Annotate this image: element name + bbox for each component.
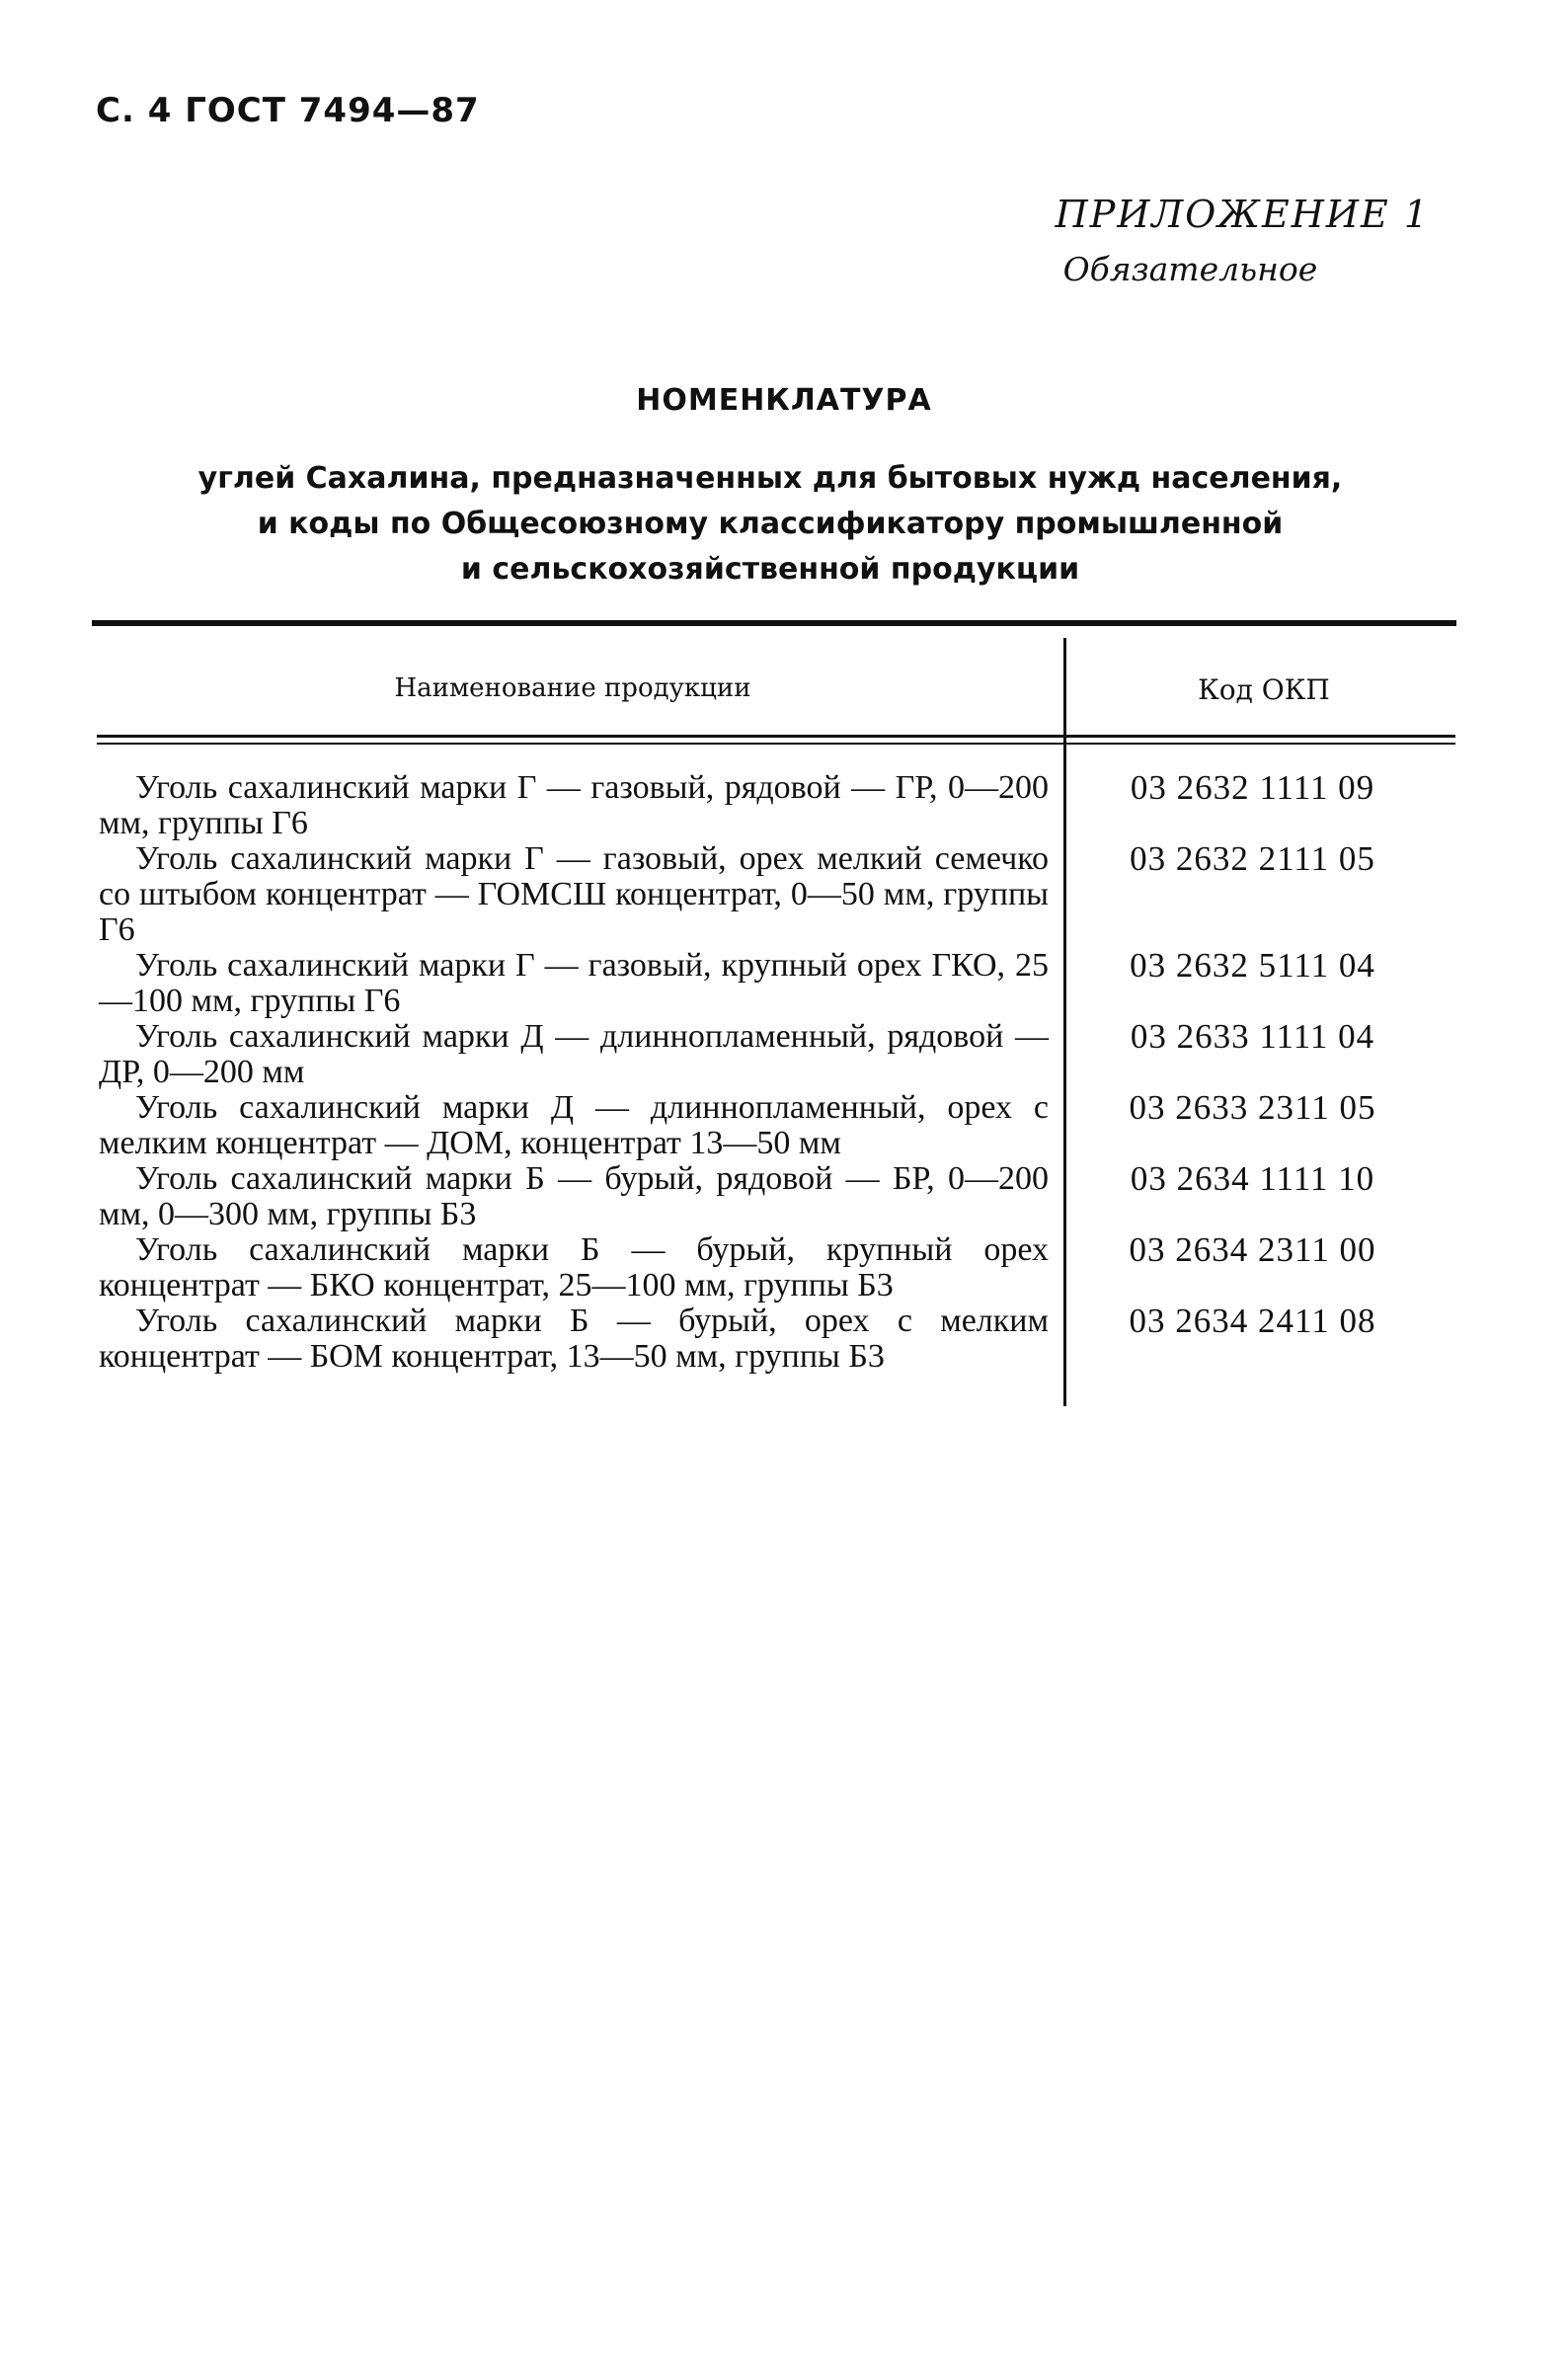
product-name-cell: Уголь сахалинский марки Б — бурый, рядовой — БР, 0—200 мм, 0—300 мм, группы Б3: [99, 1160, 1049, 1232]
table-row: [99, 1161, 1456, 1232]
table-row: [99, 770, 1456, 841]
table-row: [99, 1090, 1456, 1161]
subtitle-line: и коды по Общесоюзному классификатору промышленной: [257, 507, 1284, 541]
column-header-code: Код ОКП: [1198, 673, 1330, 706]
product-name-cell: Уголь сахалинский марки Г — газовый, орех мелкий семечко со штыбом концентрат — ГОМСШ концентрат, 0—50 мм, группы Г6: [99, 840, 1049, 948]
okp-code-cell: 03 2634 2411 08: [1129, 1302, 1376, 1340]
product-name-cell: Уголь сахалинский марки Д — длиннопламенный, рядовой — ДР, 0—200 мм: [99, 1018, 1049, 1090]
subtitle-line: и сельскохозяйственной продукции: [460, 552, 1080, 587]
table-header-rule: [97, 735, 1455, 738]
product-name-cell: Уголь сахалинский марки Б — бурый, крупный орех концентрат — БКО концентрат, 25—100 мм, группы Б3: [99, 1231, 1049, 1304]
table-row: [99, 841, 1456, 948]
okp-code-cell: 03 2632 1111 09: [1130, 768, 1375, 807]
okp-code-cell: 03 2633 2311 05: [1129, 1088, 1376, 1127]
okp-code-cell: 03 2634 2311 00: [1129, 1230, 1376, 1269]
product-name-cell: Уголь сахалинский марки Д — длиннопламенный, орех с мелким концентрат — ДОМ, концентрат 13—50 мм: [99, 1089, 1049, 1161]
document-title: НОМЕНКЛАТУРА: [636, 383, 932, 418]
product-name-cell: Уголь сахалинский марки Б — бурый, орех с мелким концентрат — БОМ концентрат, 13—50 мм, группы Б3: [99, 1303, 1049, 1375]
okp-code-cell: 03 2633 1111 04: [1130, 1017, 1375, 1056]
subtitle-line: углей Сахалина, предназначенных для бытовых нужд населения,: [197, 461, 1343, 496]
okp-code-cell: 03 2632 5111 04: [1130, 946, 1375, 985]
product-name-cell: Уголь сахалинский марки Г — газовый, крупный орех ГКО, 25—100 мм, группы Г6: [99, 947, 1049, 1019]
product-name-cell: Уголь сахалинский марки Г — газовый, рядовой — ГР, 0—200 мм, группы Г6: [99, 769, 1049, 841]
page-header: С. 4 ГОСТ 7494—87: [96, 91, 480, 130]
table-header-rule: [97, 743, 1455, 745]
table-row: [99, 1019, 1456, 1090]
appendix-number: ПРИЛОЖЕНИЕ 1: [1055, 193, 1430, 236]
document-subtitle: [178, 456, 1363, 592]
table-row: [99, 948, 1456, 1019]
table-row: [99, 1232, 1456, 1304]
appendix-block: [1056, 193, 1430, 288]
okp-code-cell: 03 2632 2111 05: [1130, 839, 1375, 878]
okp-code-cell: 03 2634 1111 10: [1130, 1159, 1375, 1198]
table-body: [99, 770, 1456, 1375]
column-header-name: Наименование продукции: [394, 673, 751, 703]
table-top-rule: [92, 620, 1456, 626]
table-row: [99, 1304, 1456, 1375]
appendix-status: Обязательное: [1062, 250, 1318, 288]
